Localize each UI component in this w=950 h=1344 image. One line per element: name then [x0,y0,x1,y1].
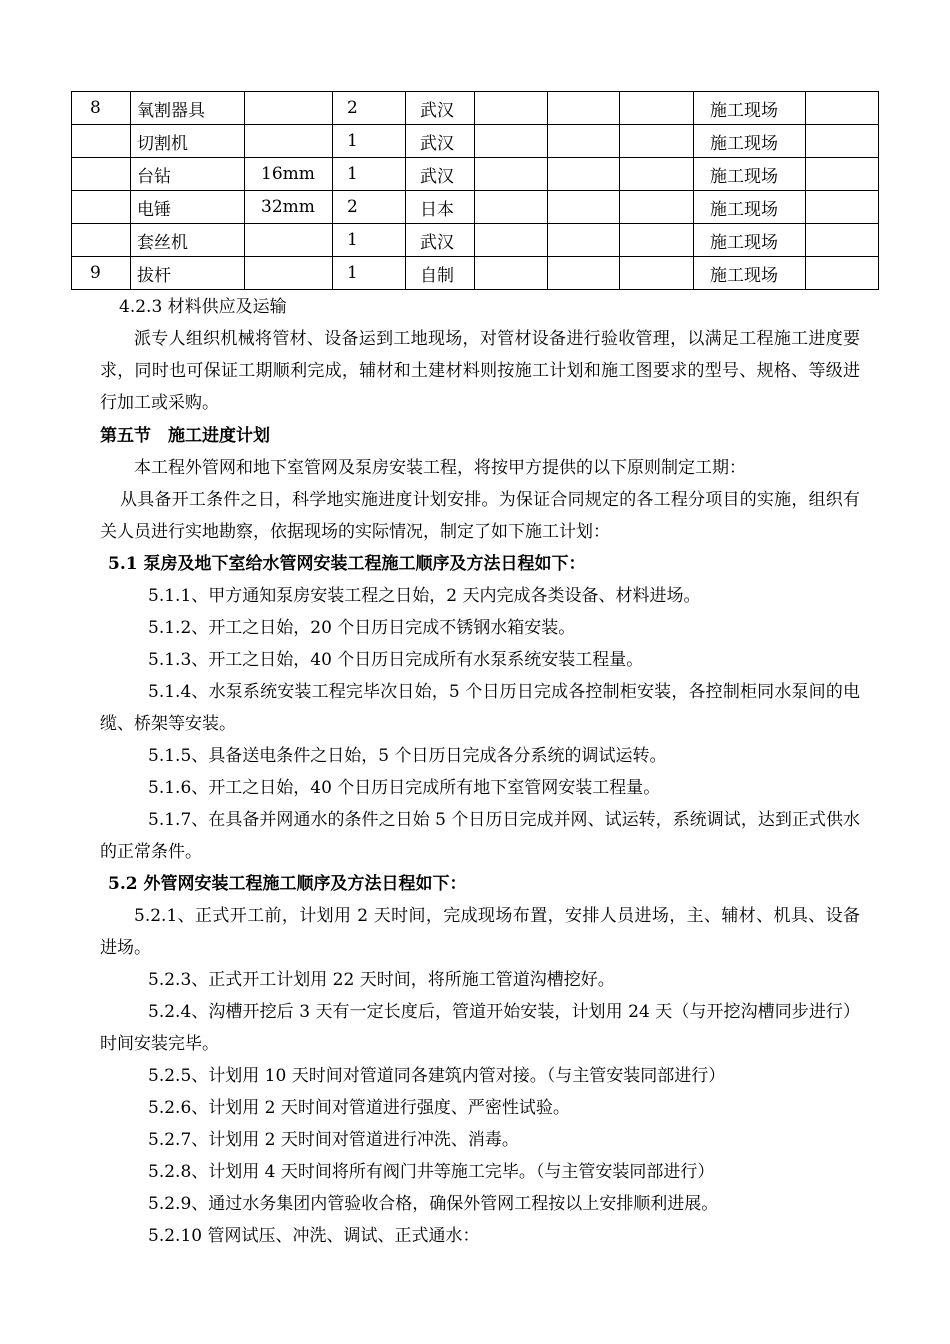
table-cell [245,257,333,290]
table-cell: 拔杆 [131,257,245,290]
table-cell: 武汉 [406,125,475,158]
table-cell [245,92,333,125]
table-cell [475,257,548,290]
item-5-2-10: 5.2.10 管网试压、冲洗、调试、正式通水： [148,1226,480,1246]
table-cell: 施工现场 [694,125,806,158]
section-4-2-3-heading: 4.2.3 材料供应及运输 [119,297,287,317]
table-cell: 台钻 [131,158,245,191]
table-row [72,125,879,158]
item-5-2-9: 5.2.9、通过水务集团内管验收合格，确保外管网工程按以上安排顺利进展。 [148,1194,719,1214]
table-cell [475,224,548,257]
table-cell: 武汉 [406,158,475,191]
item-5-2-6: 5.2.6、计划用 2 天时间对管道进行强度、严密性试验。 [148,1098,570,1118]
table-cell: 施工现场 [694,158,806,191]
table-cell [806,257,879,290]
table-cell: 1 [333,125,406,158]
table-cell [548,257,620,290]
table-cell: 1 [333,158,406,191]
section-4-2-3-body: 派专人组织机械将管材、设备运到工地现场，对管材设备进行验收管理，以满足工程施工进度要求，同时也可保证工期顺利完成，辅材和土建材料则按施工计划和施工图要求的型号、规格、等级进行加工或采购。 [100,329,860,413]
table-cell: 施工现场 [694,92,806,125]
table-cell [806,158,879,191]
table-cell [806,125,879,158]
item-5-1-4: 5.1.4、水泵系统安装工程完毕次日始，5 个日历日完成各控制柜安装，各控制柜同水泵间的电缆、桥架等安装。 [100,682,860,734]
table-cell: 2 [333,92,406,125]
item-5-1-2: 5.1.2、开工之日始，20 个日历日完成不锈钢水箱安装。 [148,618,576,638]
table-cell [548,158,620,191]
item-5-2-3: 5.2.3、正式开工计划用 22 天时间，将所施工管道沟槽挖好。 [148,970,615,990]
table-cell: 1 [333,224,406,257]
item-5-1-6: 5.1.6、开工之日始，40 个日历日完成所有地下室管网安装工程量。 [148,778,661,798]
table-cell [72,191,131,224]
table-cell: 套丝机 [131,224,245,257]
table-cell: 切割机 [131,125,245,158]
table-cell: 32mm [245,191,333,224]
section-5-2-heading: 5.2 外管网安装工程施工顺序及方法日程如下： [108,874,467,894]
section-5-1-heading: 5.1 泵房及地下室给水管网安装工程施工顺序及方法日程如下： [108,554,586,574]
table-cell [245,125,333,158]
table-cell [475,92,548,125]
table-cell: 武汉 [406,224,475,257]
table-cell [475,191,548,224]
section-5-intro-2: 从具备开工条件之日，科学地实施进度计划安排。为保证合同规定的各工程分项目的实施，组织有关人员进行实地勘察，依据现场的实际情况，制定了如下施工计划： [100,490,860,542]
table-cell: 施工现场 [694,257,806,290]
table-cell [475,158,548,191]
item-5-2-8: 5.2.8、计划用 4 天时间将所有阀门井等施工完毕。（与主管安装同部进行） [148,1162,715,1182]
table-row [72,92,879,125]
table-cell [806,191,879,224]
table-cell [548,191,620,224]
item-5-1-3: 5.1.3、开工之日始，40 个日历日完成所有水泵系统安装工程量。 [148,650,644,670]
table-cell: 16mm [245,158,333,191]
table-cell [620,257,694,290]
item-5-1-1: 5.1.1、甲方通知泵房安装工程之日始，2 天内完成各类设备、材料进场。 [148,586,701,606]
table-cell: 1 [333,257,406,290]
item-5-1-7: 5.1.7、在具备并网通水的条件之日始 5 个日历日完成并网、试运转，系统调试，达到正式供水的正常条件。 [100,810,860,862]
table-cell [806,92,879,125]
item-5-2-5: 5.2.5、计划用 10 天时间对管道同各建筑内管对接。（与主管安装同部进行） [148,1066,726,1086]
table-cell: 武汉 [406,92,475,125]
table-cell [620,224,694,257]
table-cell [72,224,131,257]
table-cell: 8 [72,92,131,125]
table-cell [245,224,333,257]
table-row [72,257,879,290]
table-cell: 施工现场 [694,224,806,257]
table-cell: 日本 [406,191,475,224]
table-cell [620,125,694,158]
table-cell [806,224,879,257]
table-row [72,191,879,224]
item-5-2-7: 5.2.7、计划用 2 天时间对管道进行冲洗、消毒。 [148,1130,519,1150]
table-cell [620,191,694,224]
table-cell: 9 [72,257,131,290]
table-cell: 氧割器具 [131,92,245,125]
equipment-table [71,91,879,290]
table-cell: 电锤 [131,191,245,224]
item-5-2-4: 5.2.4、沟槽开挖后 3 天有一定长度后，管道开始安装，计划用 24 天（与开挖沟槽同步进行）时间安装完毕。 [100,1002,860,1054]
table-cell [72,158,131,191]
table-cell: 自制 [406,257,475,290]
section-5-heading: 第五节 施工进度计划 [100,426,270,446]
table-cell [620,158,694,191]
table-cell: 施工现场 [694,191,806,224]
table-cell [475,125,548,158]
table-cell: 2 [333,191,406,224]
table-cell [620,92,694,125]
section-5-intro-1: 本工程外管网和地下室管网及泵房安装工程，将按甲方提供的以下原则制定工期： [134,458,746,478]
table-cell [548,125,620,158]
table-cell [548,92,620,125]
table-cell [548,224,620,257]
table-row [72,158,879,191]
item-5-2-1: 5.2.1、正式开工前，计划用 2 天时间，完成现场布置，安排人员进场，主、辅材、机具、设备进场。 [100,906,860,958]
table-row [72,224,879,257]
item-5-1-5: 5.1.5、具备送电条件之日始，5 个日历日完成各分系统的调试运转。 [148,746,667,766]
table-cell [72,125,131,158]
